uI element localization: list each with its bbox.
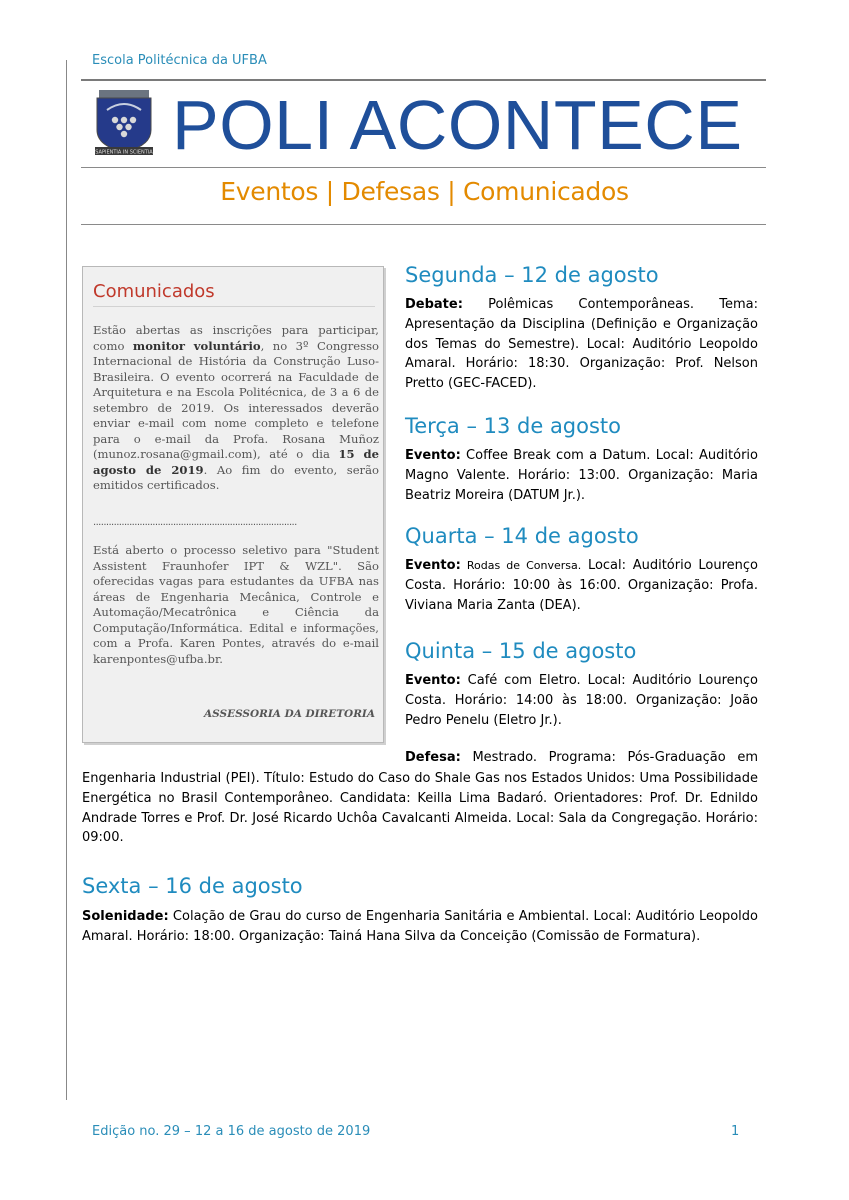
sidebar-title-rule xyxy=(93,306,375,307)
heading-wednesday: Quarta – 14 de agosto xyxy=(405,524,639,548)
tagline: Eventos | Defesas | Comunicados xyxy=(220,177,629,206)
heading-friday: Sexta – 16 de agosto xyxy=(82,874,303,898)
sidebar-title: Comunicados xyxy=(93,281,215,302)
entry-wednesday: Evento: Rodas de Conversa. Local: Auditório Lourenço Costa. Horário: 10:00 às 16:00. Organização: Profa. Viviana Maria Zanta (DEA). xyxy=(405,558,758,613)
tagline-rule xyxy=(81,224,766,225)
entry-tuesday: Evento: Coffee Break com a Datum. Local: Auditório Magno Valente. Horário: 13:00. Organização: Maria Beatriz Moreira (DATUM Jr.). xyxy=(405,448,758,503)
heading-monday: Segunda – 12 de agosto xyxy=(405,263,659,287)
edition-footer: Edição no. 29 – 12 a 16 de agosto de 2019 xyxy=(92,1124,371,1139)
notice-fraunhofer: Está aberto o processo seletivo para "Student Assistent Fraunhofer IPT & WZL". São oferecidas vagas para estudantes da UFBA nas áreas de Engenharia Mecânica, Controle e Automação/Mecatrônica e Ciência da Computação/Informática. Edital e informações, com a Profa. Karen Pontes, através do e-mail karenpontes@ufba.br. xyxy=(93,543,379,666)
masthead-title: POLI ACONTECE xyxy=(172,86,743,164)
comunicados-sidebar xyxy=(82,266,384,743)
page-number: 1 xyxy=(731,1124,740,1139)
defesa-body: Engenharia Industrial (PEI). Título: Estudo do Caso do Shale Gas nos Estados Unidos: Uma Possibilidade Energética no Brasil Contemporâneo. Candidata: Keilla Lima Badaró. Orientadores: Prof. Dr. Ednildo Andrade Torres e Prof. Dr. José Ricardo Uchôa Cavalcanti Almeida. Local: Sala da Congregação. Horário: 09:00. xyxy=(82,771,758,846)
heading-thursday: Quinta – 15 de agosto xyxy=(405,639,637,663)
left-margin-rule xyxy=(66,60,67,1100)
separator-dots: ............................................................................... xyxy=(93,517,297,528)
sidebar-signature: ASSESSORIA DA DIRETORIA xyxy=(203,708,375,720)
top-rule xyxy=(81,79,766,81)
entry-friday: Solenidade: Colação de Grau do curso de Engenharia Sanitária e Ambiental. Local: Auditório Leopoldo Amaral. Horário: 18:00. Organização: Tainá Hana Silva da Conceição (Comissão de Formatura). xyxy=(82,909,758,944)
school-name: Escola Politécnica da UFBA xyxy=(92,53,267,68)
heading-tuesday: Terça – 13 de agosto xyxy=(405,414,622,438)
entry-thursday: Evento: Café com Eletro. Local: Auditório Lourenço Costa. Horário: 14:00 às 18:00. Organização: João Pedro Penelu (Eletro Jr.). xyxy=(405,673,758,728)
entry-monday: Debate: Polêmicas Contemporâneas. Tema: Apresentação da Disciplina (Definição e Organização dos Temas do Semestre). Local: Auditório Leopoldo Amaral. Horário: 18:30. Organização: Prof. Nelson Pretto (GEC-FACED). xyxy=(405,297,758,392)
svg-text:SAPIENTIA IN SCIENTIA: SAPIENTIA IN SCIENTIA xyxy=(95,149,153,156)
ufba-crest-logo xyxy=(93,90,155,156)
defesa-first-line: Defesa: Mestrado. Programa: Pós-Graduação em xyxy=(405,750,758,765)
masthead-rule xyxy=(81,167,766,168)
notice-monitor: Estão abertas as inscrições para participar, como monitor voluntário, no 3º Congresso Internacional de História da Construção Luso-Brasileira. O evento ocorrerá na Faculdade de Arquitetura e na Escola Politécnica, de 3 a 6 de setembro de 2019. Os interessados deverão enviar e-mail com nome completo e telefone para o e-mail da Profa. Rosana Muñoz (munoz.rosana@gmail.com), até o dia 15 de agosto de 2019. Ao fim do evento, serão emitidos certificados. xyxy=(93,323,379,492)
